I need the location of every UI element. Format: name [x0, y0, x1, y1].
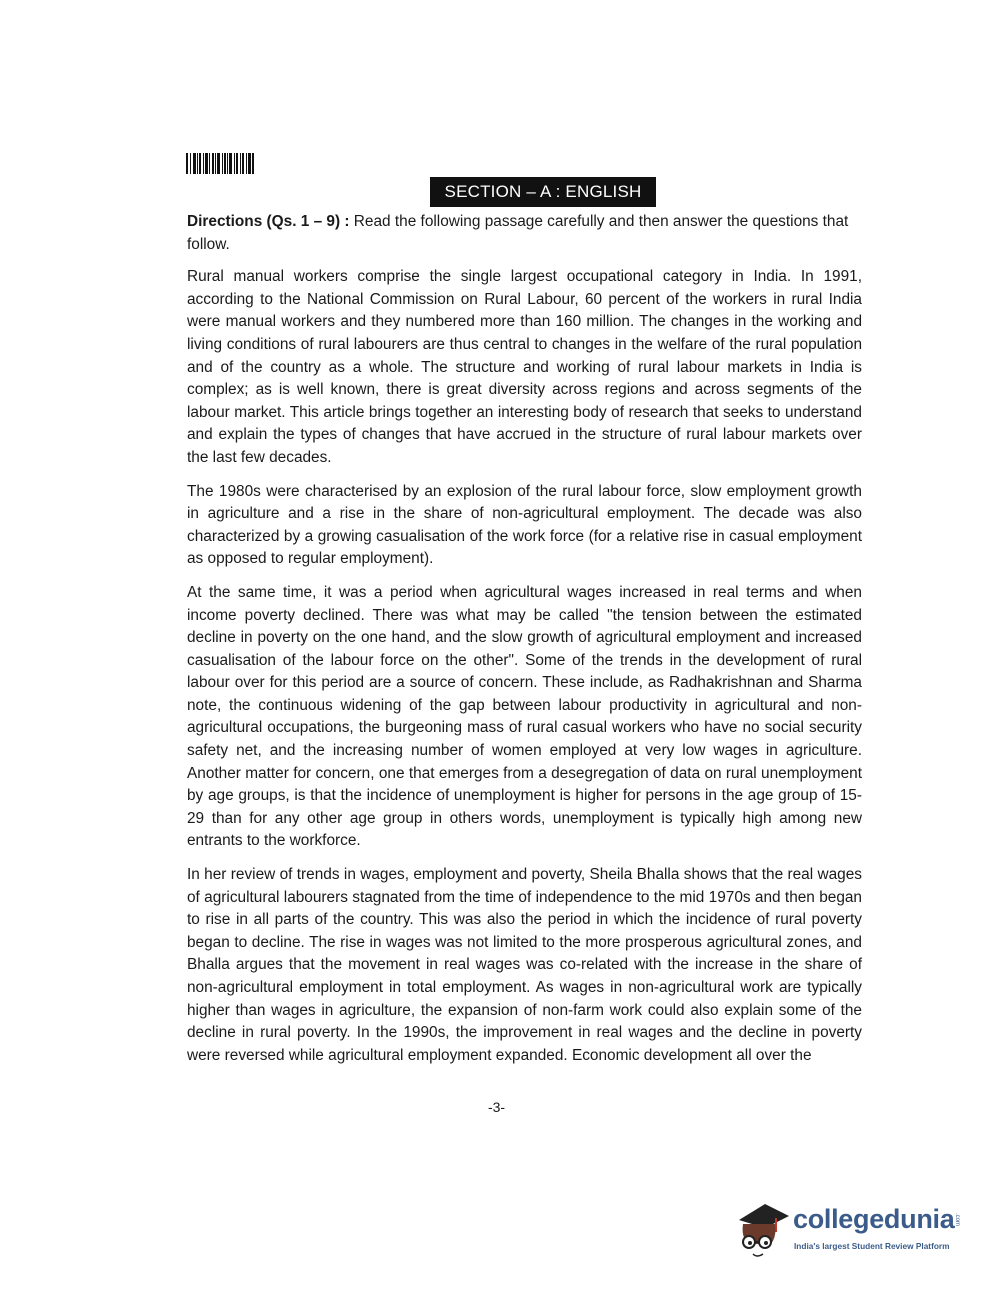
directions-text: Read the following passage carefully and then answer the questions that follow. [187, 213, 849, 253]
directions-label: Directions (Qs. 1 – 9) : [187, 213, 350, 230]
logo-tagline: India's largest Student Review Platform [794, 1241, 950, 1251]
logo-name: collegedunia [793, 1204, 955, 1234]
barcode [186, 153, 254, 174]
logo-suffix: .com [954, 1213, 960, 1227]
page-number: -3- [487, 1099, 506, 1115]
paragraph-1: Rural manual workers comprise the single largest occupational category in India. In 1991, according to the National Commission on Rural Labour, 60 percent of the workers in rural India were manual workers and they numbered more than 160 million. The changes in the working and living conditions of rural labourers are thus central to changes in the welfare of the rural population and of the country as a whole. The structure and working of rural labour markets in India is complex; as is well known, there is great diversity across regions and across segments of the labour market. This article brings together an interesting body of research that seeks to understand and explain the types of changes that have accrued in the structure of rural labour markets over the last few decades. [187, 268, 862, 466]
paragraph-2: The 1980s were characterised by an explosion of the rural labour force, slow employment growth in agriculture and a rise in the share of non-agricultural employment. The decade was also characterized by a growing casualisation of the work force (for a relative rise in casual employment as opposed to regular employment). [187, 482, 862, 568]
directions [187, 211, 862, 256]
paragraph-3: At the same time, it was a period when agricultural wages increased in real terms and when income poverty declined. There was what may be called "the tension between the estimated decline in poverty on the one hand, and the slow growth of agricultural employment and increased casualisation of the labour force on the other". Some of the trends in the development of rural labour over for this period are a source of concern. These include, as Radhakrishnan and Sharma note, the continuous widening of the gap between labour productivity in agricultural and non-agricultural occupations, the burgeoning mass of rural casual workers who have no social security safety net, and the increasing number of women employed at very low wages in agriculture. Another matter for concern, one that emerges from a desegregation of data on rural unemployment by age groups, is that the incidence of unemployment is higher for persons in the age group of 15-29 than for any other age group in others words, unemployment is typically high among new entrants to the workforce. [187, 583, 862, 850]
paragraph-4: In her review of trends in wages, employment and poverty, Sheila Bhalla shows that the real wages of agricultural labourers stagnated from the time of independence to the mid 1970s and then began to rise in all parts of the country. This was also the period in which the incidence of rural poverty began to decline. The rise in wages was not limited to the more prosperous agricultural zones, and Bhalla argues that the movement in real wages was co-related with the increase in the share of non-agricultural employment in total employment. As wages in non-agricultural work are typically higher than wages in agriculture, the expansion of non-farm work could also explain some of the decline in rural poverty. In the 1990s, the improvement in real wages and the decline in poverty were reversed while agricultural employment expanded. Economic development all over the [187, 866, 862, 1064]
section-header: SECTION – A : ENGLISH [430, 177, 656, 207]
mascot-icon [735, 1198, 791, 1262]
passage [187, 211, 862, 1078]
collegedunia-logo [733, 1196, 963, 1268]
